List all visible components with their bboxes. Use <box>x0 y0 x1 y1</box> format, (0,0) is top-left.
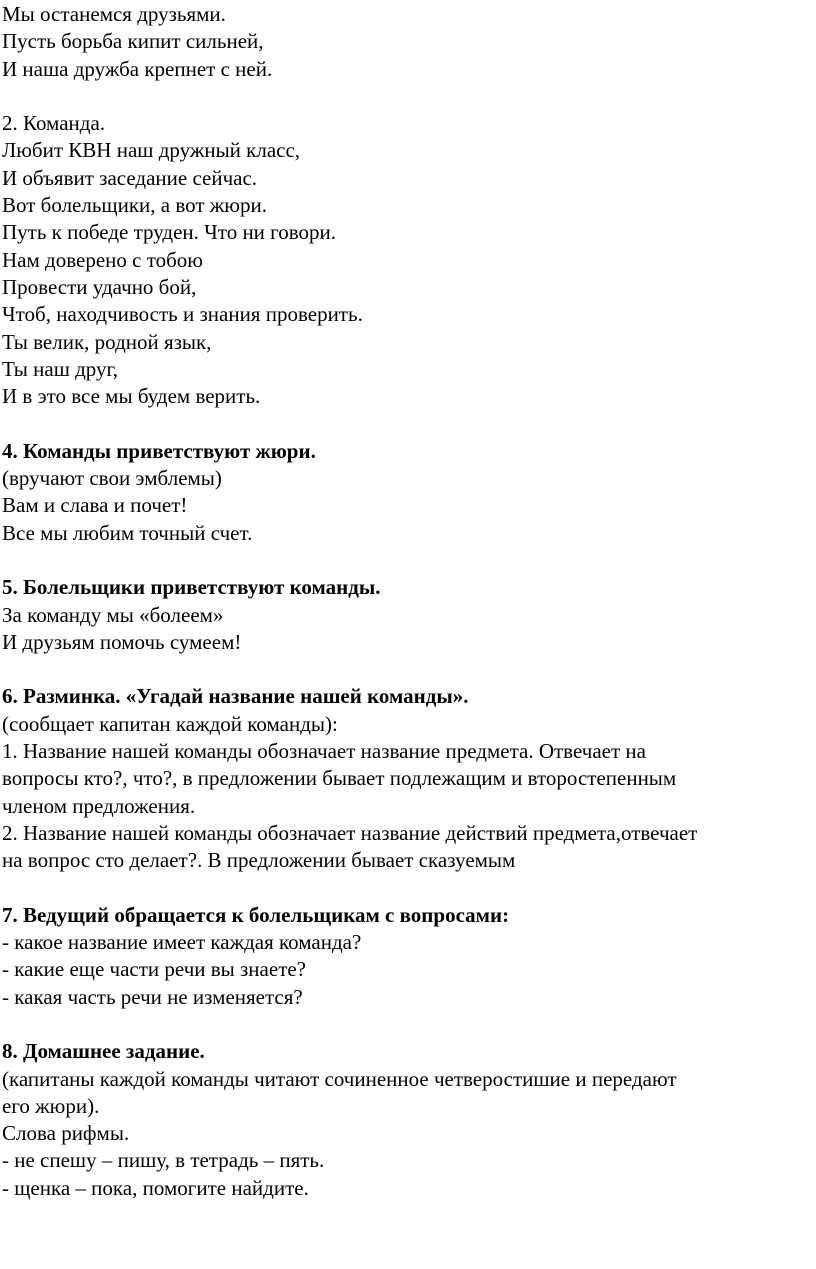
text-line: его жюри). <box>2 1093 100 1118</box>
paragraph-gap <box>0 656 816 683</box>
text-line: Любит КВН наш дружный класс, <box>2 138 301 163</box>
text-line: Вам и слава и почет! <box>2 493 188 518</box>
section-7 <box>0 902 816 1011</box>
text-line: (капитаны каждой команды читают сочиненное четверостишие и передают <box>2 1066 677 1091</box>
text-line: - не спешу – пишу, в тетрадь – пять. <box>2 1148 325 1173</box>
text-line: - щенка – пока, помогите найдите. <box>2 1175 309 1200</box>
text-line: Все мы любим точный счет. <box>2 520 253 545</box>
section-heading: 8. Домашнее задание. <box>2 1039 205 1064</box>
text-line: Чтоб, находчивость и знания проверить. <box>2 302 363 327</box>
text-line: Пусть борьба кипит сильней, <box>2 29 264 54</box>
text-line: Нам доверено с тобою <box>2 247 203 272</box>
text-line: За команду мы «болеем» <box>2 602 224 627</box>
paragraph-gap <box>0 547 816 574</box>
text-line: членом предложения. <box>2 793 196 818</box>
text-line: 2. Название нашей команды обозначает название действий предмета,отвечает <box>2 820 698 845</box>
paragraph-gap <box>0 875 816 902</box>
section-heading: 5. Болельщики приветствуют команды. <box>2 575 381 600</box>
section-heading: 6. Разминка. «Угадай название нашей команды». <box>2 684 469 709</box>
text-line: Провести удачно бой, <box>2 274 197 299</box>
text-line: 1. Название нашей команды обозначает название предмета. Отвечает на <box>2 739 646 764</box>
text-line: - какие еще части речи вы знаете? <box>2 957 307 982</box>
section-4 <box>0 438 816 547</box>
text-line: Вот болельщики, а вот жюри. <box>2 193 267 218</box>
section-8 <box>0 1038 816 1202</box>
text-line: Слова рифмы. <box>2 1121 130 1146</box>
poem-block-1 <box>0 1 816 83</box>
text-line: (сообщает капитан каждой команды): <box>2 711 338 736</box>
section-heading: 4. Команды приветствуют жюри. <box>2 438 316 463</box>
text-line: Путь к победе труден. Что ни говори. <box>2 220 337 245</box>
section-6 <box>0 683 816 874</box>
text-line: - какая часть речи не изменяется? <box>2 984 303 1009</box>
paragraph-gap <box>0 1011 816 1038</box>
text-line: на вопрос сто делает?. В предложении бывает сказуемым <box>2 848 516 873</box>
text-line: Мы останемся друзьями. <box>2 2 226 26</box>
poem-block-2 <box>0 110 816 410</box>
text-line: Ты велик, родной язык, <box>2 329 212 354</box>
text-line: Ты наш друг, <box>2 356 119 381</box>
text-line: И наша дружба крепнет с ней. <box>2 56 273 81</box>
text-line: (вручают свои эмблемы) <box>2 466 222 491</box>
text-line: 2. Команда. <box>2 111 106 136</box>
section-heading: 7. Ведущий обращается к болельщикам с вопросами: <box>2 902 510 927</box>
section-5 <box>0 574 816 656</box>
text-line: - какое название имеет каждая команда? <box>2 930 362 955</box>
paragraph-gap <box>0 83 816 110</box>
text-line: И друзьям помочь сумеем! <box>2 629 242 654</box>
text-line: И в это все мы будем верить. <box>2 384 261 409</box>
text-line: вопросы кто?, что?, в предложении бывает подлежащим и второстепенным <box>2 766 677 791</box>
text-line: И объявит заседание сейчас. <box>2 165 258 190</box>
paragraph-gap <box>0 410 816 437</box>
